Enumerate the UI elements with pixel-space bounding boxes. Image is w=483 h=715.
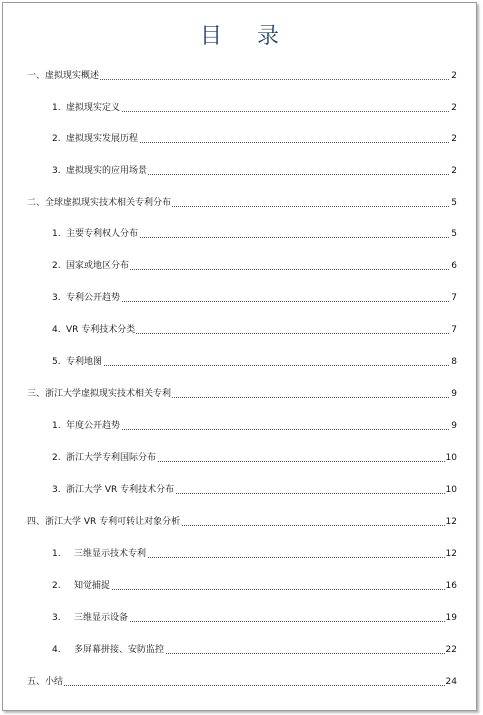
toc-entry-page-number: 9 <box>451 389 457 399</box>
toc-entry-page-number: 22 <box>445 645 457 655</box>
toc-entry-page-number: 9 <box>451 421 457 431</box>
toc-entry-text: 虚拟现实定义 <box>66 103 121 113</box>
toc-leader-dots <box>52 365 457 366</box>
toc-entry-text: VR 专利技术分类 <box>66 325 136 335</box>
toc-entry-label <box>52 101 121 115</box>
toc-entry[interactable] <box>3 196 476 210</box>
toc-entry-page-number: 2 <box>451 134 457 144</box>
toc-entry-text: 知觉捕捉 <box>74 581 111 591</box>
toc-entry-number: 三、 <box>27 389 46 399</box>
toc-entry-page-number: 12 <box>445 517 457 527</box>
toc-entry[interactable] <box>3 69 476 83</box>
toc-entry-page-number: 2 <box>451 71 457 81</box>
toc-entry-text: 全球虚拟现实技术相关专利分布 <box>45 198 172 208</box>
toc-entry-text: 虚拟现实概述 <box>45 71 100 81</box>
toc-entry-number: 1. <box>52 549 61 559</box>
toc-entry-label <box>27 196 172 210</box>
toc-entry-number: 3. <box>52 485 61 495</box>
toc-entry-label <box>52 579 111 593</box>
toc-entry-page-number: 24 <box>445 677 457 687</box>
toc-entry-text: 浙江大学专利国际分布 <box>66 453 157 463</box>
toc-entry-text: 多屏幕拼接、安防监控 <box>74 645 165 655</box>
toc-entry[interactable] <box>3 355 476 369</box>
toc-entry-label <box>52 643 165 657</box>
toc-entry-page-number: 16 <box>445 581 457 591</box>
toc-entry-text: 虚拟现实的应用场景 <box>66 166 148 176</box>
toc-entry-number: 4. <box>52 325 61 335</box>
toc-entry-number: 2. <box>52 453 61 463</box>
toc-leader-dots <box>27 685 457 686</box>
toc-entry-text: 三维显示设备 <box>74 613 129 623</box>
toc-entry-page-number: 2 <box>451 103 457 113</box>
toc-entry-text: 主要专利权人分布 <box>66 229 139 239</box>
toc-entry-number: 2. <box>52 261 61 271</box>
toc-entry[interactable] <box>3 259 476 273</box>
toc-entry-page-number: 7 <box>451 293 457 303</box>
toc-entry[interactable] <box>3 675 476 689</box>
toc-entry-page-number: 12 <box>445 549 457 559</box>
toc-entry-label <box>27 69 100 83</box>
toc-entry-number: 1. <box>52 229 61 239</box>
toc-entry[interactable] <box>3 547 476 561</box>
toc-entry-text: 年度公开趋势 <box>66 421 121 431</box>
toc-entry-number: 1. <box>52 421 61 431</box>
toc-entry-label <box>52 611 129 625</box>
toc-entry-label <box>27 515 181 529</box>
toc-entry[interactable] <box>3 164 476 178</box>
toc-title: 目 录 <box>200 24 293 49</box>
toc-entry-page-number: 10 <box>445 485 457 495</box>
toc-entry-number: 一、 <box>27 71 46 81</box>
toc-entry-number: 四、 <box>27 517 46 527</box>
toc-entry-label <box>52 355 103 369</box>
toc-entry-label <box>52 323 136 337</box>
toc-entry-number: 五、 <box>27 677 46 687</box>
toc-entry-label <box>52 259 130 273</box>
toc-entry-number: 2. <box>52 134 61 144</box>
toc-entry[interactable] <box>3 132 476 146</box>
toc-entry[interactable] <box>3 227 476 241</box>
toc-entry-label <box>52 547 147 561</box>
toc-entry[interactable] <box>3 483 476 497</box>
toc-entry-page-number: 5 <box>451 198 457 208</box>
toc-entry-page-number: 7 <box>451 325 457 335</box>
toc-entry[interactable] <box>3 101 476 115</box>
toc-entry-page-number: 5 <box>451 229 457 239</box>
toc-entry-text: 浙江大学虚拟现实技术相关专利 <box>45 389 172 399</box>
toc-entry-label <box>27 675 64 689</box>
toc-entry-text: 小结 <box>45 677 64 687</box>
toc-entry[interactable] <box>3 387 476 401</box>
toc-entry-text: 虚拟现实发展历程 <box>66 134 139 144</box>
toc-entry[interactable] <box>3 291 476 305</box>
toc-leader-dots <box>52 589 457 590</box>
toc-entry[interactable] <box>3 419 476 433</box>
toc-entry-label <box>52 483 175 497</box>
toc-entry-text: 浙江大学 VR 专利可转让对象分析 <box>45 517 181 527</box>
toc-entry-label <box>52 291 121 305</box>
toc-entry-label <box>52 419 121 433</box>
toc-entry-text: 专利地图 <box>66 357 103 367</box>
toc-entry[interactable] <box>3 451 476 465</box>
toc-entry-text: 三维显示技术专利 <box>74 549 147 559</box>
toc-entry-number: 3. <box>52 293 61 303</box>
toc-entry[interactable] <box>3 611 476 625</box>
toc-entry[interactable] <box>3 515 476 529</box>
toc-entry-page-number: 19 <box>445 613 457 623</box>
toc-entry-text: 浙江大学 VR 专利技术分布 <box>66 485 175 495</box>
toc-entry[interactable] <box>3 579 476 593</box>
toc-entry-label <box>52 164 148 178</box>
toc-entry-text: 国家或地区分布 <box>66 261 130 271</box>
toc-entry-text: 专利公开趋势 <box>66 293 121 303</box>
toc-entry-number: 4. <box>52 645 61 655</box>
toc-entry-number: 二、 <box>27 198 46 208</box>
toc-entry-page-number: 2 <box>451 166 457 176</box>
toc-entry-number: 1. <box>52 103 61 113</box>
toc-entry-page-number: 8 <box>451 357 457 367</box>
toc-entry-number: 3. <box>52 613 61 623</box>
toc-entry-number: 5. <box>52 357 61 367</box>
document-page <box>2 2 477 711</box>
toc-entry[interactable] <box>3 643 476 657</box>
toc-entry-label <box>27 387 172 401</box>
toc-entry-page-number: 10 <box>445 453 457 463</box>
toc-entry-label <box>52 227 139 241</box>
toc-entry-number: 2. <box>52 581 61 591</box>
toc-entry-number: 3. <box>52 166 61 176</box>
toc-entry[interactable] <box>3 323 476 337</box>
toc-entry-page-number: 6 <box>451 261 457 271</box>
toc-entry-label <box>52 451 157 465</box>
toc-entry-label <box>52 132 139 146</box>
